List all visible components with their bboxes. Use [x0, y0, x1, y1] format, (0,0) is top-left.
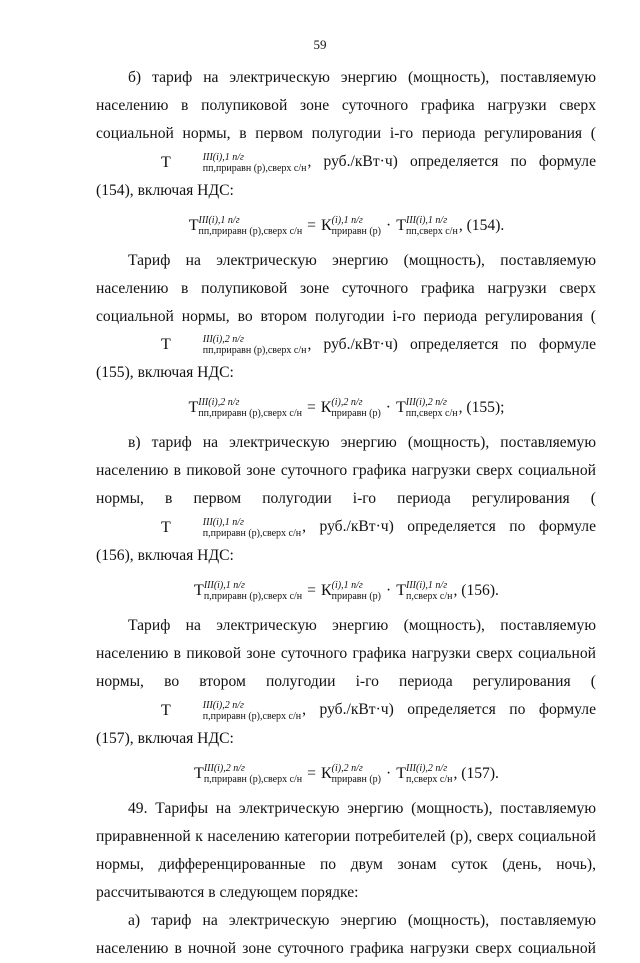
text-run: 49. Тарифы на электрическую энергию (мощность), поставляемую приравненной к населению категории потребителей (р), сверх социальной нормы, дифференцированные по двум зонам суток (день, ночь), рассчитываются в следующем порядке: [96, 799, 596, 901]
math-variable [321, 211, 381, 239]
math-variable [321, 394, 381, 422]
variable-subscript: пп,сверх с/н [406, 225, 458, 237]
variable-subscript: п,сверх с/н [406, 591, 453, 603]
variable-subscript: приравн (р) [331, 225, 382, 237]
variable-subscript: п,приравн (р),сверх с/н [203, 591, 303, 603]
variable-superscript: (i),2 п/г [331, 762, 363, 774]
variable-scripts [204, 763, 302, 785]
variable-letter: Т [161, 153, 171, 171]
variable-superscript: III(i),2 п/г [202, 334, 244, 346]
variable-letter: Т [194, 764, 204, 782]
math-variable [396, 577, 452, 605]
text-run: , (154). [458, 216, 505, 234]
variable-scripts [406, 397, 458, 419]
math-variable [396, 394, 458, 422]
variable-superscript: (i),1 п/г [331, 580, 363, 592]
variable-subscript: приравн (р) [331, 773, 382, 785]
math-operator: = [307, 764, 316, 782]
math-operator: = [307, 216, 316, 234]
variable-subscript: пп,сверх с/н [405, 408, 458, 420]
formula-line [96, 753, 596, 795]
document-body [96, 64, 596, 963]
variable-letter: Т [396, 399, 406, 417]
variable-scripts [198, 397, 302, 419]
math-variable [321, 759, 381, 787]
variable-scripts [406, 215, 458, 237]
variable-superscript: III(i),1 п/г [203, 580, 245, 592]
variable-superscript: (i),1 п/г [331, 214, 363, 226]
variable-subscript: п,сверх с/н [406, 773, 453, 785]
variable-superscript: III(i),2 п/г [198, 397, 240, 409]
variable-superscript: III(i),2 п/г [406, 762, 448, 774]
variable-superscript: III(i),1 п/г [202, 516, 244, 528]
paragraph [96, 612, 596, 753]
variable-letter: Т [161, 336, 171, 354]
variable-scripts [171, 517, 301, 539]
variable-superscript: III(i),2 п/г [405, 397, 447, 409]
formula-line [96, 387, 596, 429]
math-variable [321, 577, 381, 605]
variable-letter: Т [188, 216, 199, 234]
variable-superscript: III(i),2 п/г [202, 699, 244, 711]
variable-scripts [171, 152, 307, 174]
variable-superscript: III(i),1 п/г [198, 214, 240, 226]
text-run: в) тариф на электрическую энергию (мощность), поставляемую населению в пиковой зоне суточного графика нагрузки сверх социальной нормы, в первом полугодии i-го периода регулирования ( [96, 434, 596, 508]
variable-subscript: пп,приравн (р),сверх с/н [202, 162, 307, 174]
math-operator: · [386, 581, 392, 599]
variable-letter: Т [161, 518, 171, 536]
text-run: , руб./кВт·ч) определяется по формуле (155), включая НДС: [96, 335, 596, 382]
math-variable [189, 211, 302, 239]
variable-subscript: пп,приравн (р),сверх с/н [202, 345, 307, 357]
variable-scripts [198, 215, 302, 237]
variable-letter: К [320, 216, 332, 234]
variable-scripts [332, 215, 381, 237]
variable-scripts [332, 763, 381, 785]
formula-line [96, 205, 596, 247]
variable-letter: К [320, 399, 332, 417]
math-variable [97, 513, 301, 541]
text-run: Тариф на электрическую энергию (мощность), поставляемую населению в полупиковой зоне суточного графика нагрузки сверх социальной нормы, во втором полугодии i-го периода регулирования ( [96, 251, 596, 325]
variable-letter: Т [194, 582, 204, 600]
paragraph [96, 907, 596, 963]
paragraph [96, 64, 596, 205]
variable-scripts [406, 580, 452, 602]
text-run: , (156). [453, 581, 499, 599]
text-run: , (155); [458, 399, 505, 417]
math-variable [194, 759, 302, 787]
variable-letter: Т [396, 764, 406, 782]
math-operator: · [386, 216, 392, 234]
variable-scripts [204, 580, 302, 602]
variable-subscript: пп,приравн (р),сверх с/н [198, 408, 302, 420]
math-variable [97, 331, 306, 359]
variable-scripts [171, 700, 301, 722]
variable-subscript: приравн (р) [331, 408, 381, 420]
math-operator: = [307, 581, 316, 599]
math-variable [396, 211, 458, 239]
math-variable [97, 696, 301, 724]
math-variable [194, 577, 302, 605]
math-operator: · [385, 399, 391, 417]
variable-superscript: III(i),1 п/г [406, 214, 448, 226]
math-variable [188, 394, 301, 422]
variable-subscript: п,приравн (р),сверх с/н [202, 710, 302, 722]
formula-line [96, 570, 596, 612]
variable-letter: Т [396, 582, 406, 600]
variable-letter: Т [161, 701, 171, 719]
text-run: а) тариф на электрическую энергию (мощность), поставляемую населению в ночной зоне суточного графика нагрузки сверх социальной [96, 911, 596, 957]
math-operator: · [386, 764, 392, 782]
variable-superscript: III(i),1 п/г [406, 580, 448, 592]
text-run: б) тариф на электрическую энергию (мощность), поставляемую населению в полупиковой зоне суточного графика нагрузки сверх социальной нормы, в первом полугодии i-го периода регулирования ( [96, 69, 596, 142]
math-operator: = [306, 399, 316, 417]
text-run: , руб./кВт·ч) определяется по формуле (157), включая НДС: [96, 700, 596, 747]
variable-scripts [171, 334, 307, 356]
text-run: , (157). [453, 764, 499, 782]
paragraph [96, 247, 596, 388]
variable-letter: К [320, 582, 332, 600]
variable-superscript: III(i),1 п/г [202, 151, 244, 163]
variable-scripts [331, 397, 380, 419]
variable-letter: Т [188, 399, 199, 417]
text-run: Тариф на электрическую энергию (мощность), поставляемую населению в пиковой зоне суточного графика нагрузки сверх социальной нормы, во втором полугодии i-го периода регулирования ( [96, 616, 596, 690]
variable-scripts [406, 763, 452, 785]
text-run: , руб./кВт·ч) определяется по формуле (156), включая НДС: [96, 518, 596, 564]
page-number: 59 [313, 37, 327, 52]
math-variable [396, 759, 452, 787]
variable-superscript: III(i),2 п/г [203, 762, 245, 774]
paragraph [96, 429, 596, 570]
variable-subscript: п,приравн (р),сверх с/н [202, 527, 302, 539]
text-run: , руб./кВт·ч) определяется по формуле (154), включая НДС: [96, 153, 596, 199]
paragraph [96, 795, 596, 907]
variable-scripts [332, 580, 381, 602]
variable-subscript: п,приравн (р),сверх с/н [203, 773, 303, 785]
variable-superscript: (i),2 п/г [331, 397, 363, 409]
variable-subscript: пп,приравн (р),сверх с/н [198, 225, 303, 237]
math-variable [97, 148, 306, 176]
variable-letter: К [320, 764, 332, 782]
variable-subscript: приравн (р) [331, 591, 382, 603]
variable-letter: Т [396, 216, 406, 234]
